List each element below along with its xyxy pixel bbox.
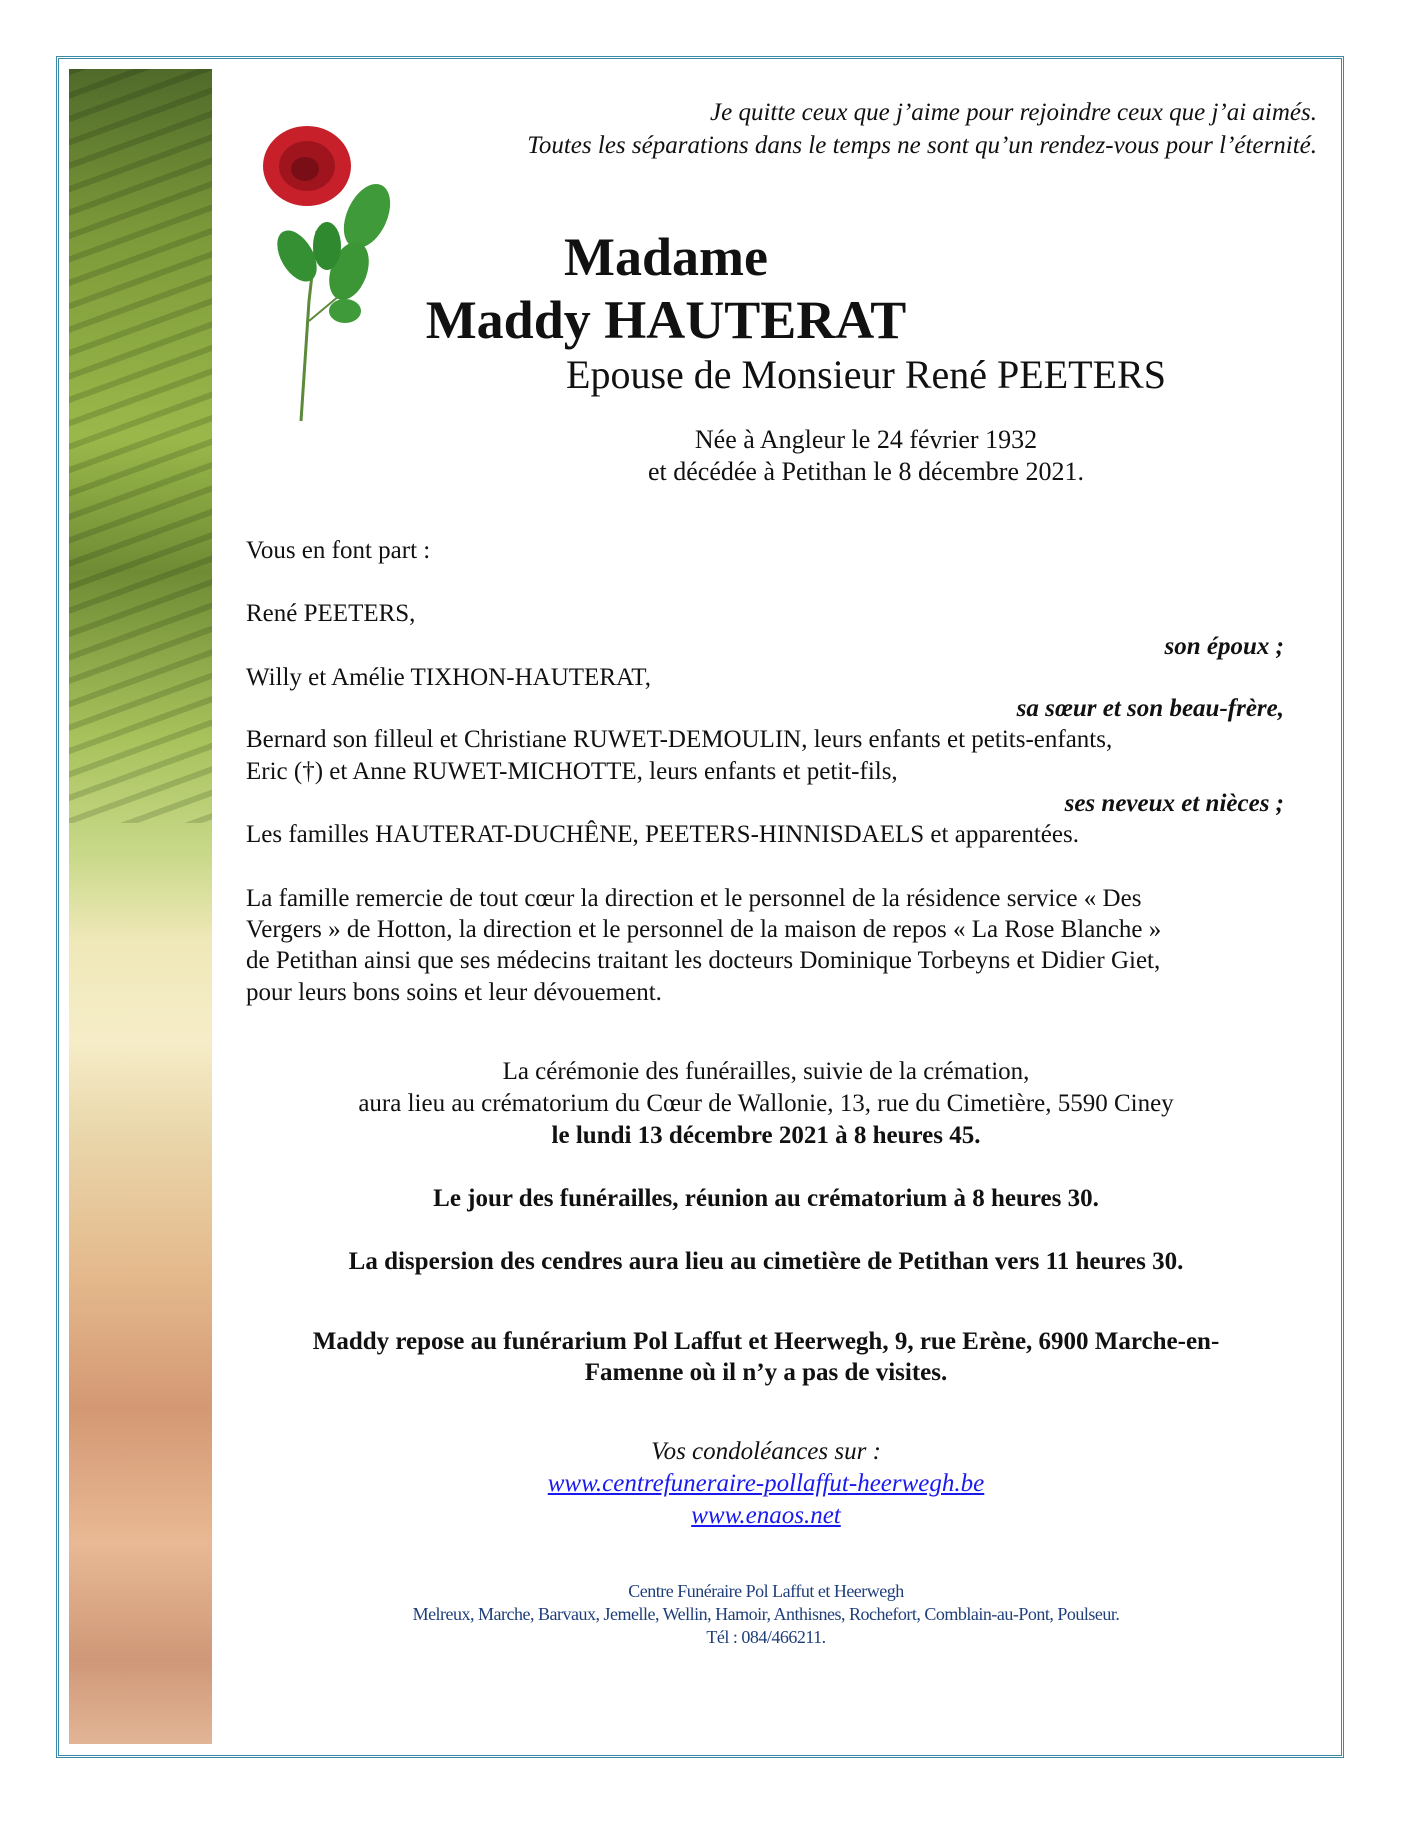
thanks-line: Vergers » de Hotton, la direction et le personnel de la maison de repos « La Rose Blanche » — [246, 916, 1162, 943]
dispersion-info: La dispersion des cendres aura lieu au cimetière de Petithan vers 11 heures 30. — [348, 1248, 1184, 1275]
deceased-title: Madame — [564, 227, 768, 287]
ceremony-line: La cérémonie des funérailles, suivie de la crémation, — [502, 1058, 1030, 1085]
quote-line: Je quitte ceux que j’aime pour rejoindre ceux que j’ai aimés. — [710, 99, 1317, 126]
repose-info: Maddy repose au funérarium Pol Laffut et Heerwegh, 9, rue Erène, 6900 Marche-en- — [312, 1328, 1220, 1355]
thanks-line: de Petithan ainsi que ses médecins traitant les docteurs Dominique Torbeyns et Didier Giet, — [246, 947, 1161, 974]
family-line: Bernard son filleul et Christiane RUWET-DEMOULIN, leurs enfants et petits-enfants, — [246, 726, 1113, 753]
family-line: Les familles HAUTERAT-DUCHÊNE, PEETERS-HINNISDAELS et apparentées. — [246, 821, 1079, 848]
ceremony-line: aura lieu au crématorium du Cœur de Wallonie, 13, rue du Cimetière, 5590 Ciney — [358, 1090, 1174, 1117]
condolences-link[interactable]: www.centrefuneraire-pollaffut-heerwegh.be — [547, 1470, 985, 1497]
death-line: et décédée à Petithan le 8 décembre 2021. — [647, 457, 1085, 486]
meeting-info: Le jour des funérailles, réunion au crématorium à 8 heures 30. — [433, 1185, 1099, 1212]
condolences-label: Vos condoléances sur : — [651, 1438, 881, 1465]
family-line: René PEETERS, — [246, 600, 416, 627]
repose-info: Famenne où il n’y a pas de visites. — [584, 1359, 948, 1386]
family-line: Eric (†) et Anne RUWET-MICHOTTE, leurs enfants et petit-fils, — [246, 758, 898, 785]
family-line: Willy et Amélie TIXHON-HAUTERAT, — [246, 664, 651, 691]
family-intro: Vous en font part : — [246, 537, 431, 564]
funeral-home-locations: Melreux, Marche, Barvaux, Jemelle, Wellin, Hamoir, Anthisnes, Rochefort, Comblain-au-Pont, Poulseur. — [412, 1604, 1120, 1624]
relation-label: sa sœur et son beau-frère, — [1016, 695, 1284, 722]
spouse-line: Epouse de Monsieur René PEETERS — [566, 352, 1166, 397]
relation-label: ses neveux et nièces ; — [1064, 790, 1284, 817]
thanks-line: La famille remercie de tout cœur la direction et le personnel de la résidence service « Des — [246, 885, 1142, 912]
birth-line: Née à Angleur le 24 février 1932 — [694, 425, 1038, 454]
deceased-name: Maddy HAUTERAT — [425, 290, 907, 350]
quote-line: Toutes les séparations dans le temps ne sont qu’un rendez-vous pour l’éternité. — [527, 132, 1317, 159]
condolences-link[interactable]: www.enaos.net — [691, 1502, 841, 1529]
funeral-home-name: Centre Funéraire Pol Laffut et Heerwegh — [628, 1581, 904, 1601]
ceremony-date: le lundi 13 décembre 2021 à 8 heures 45. — [551, 1122, 981, 1149]
relation-label: son époux ; — [1164, 633, 1284, 660]
thanks-line: pour leurs bons soins et leur dévouement. — [246, 979, 662, 1006]
funeral-home-phone: Tél : 084/466211. — [706, 1627, 826, 1647]
